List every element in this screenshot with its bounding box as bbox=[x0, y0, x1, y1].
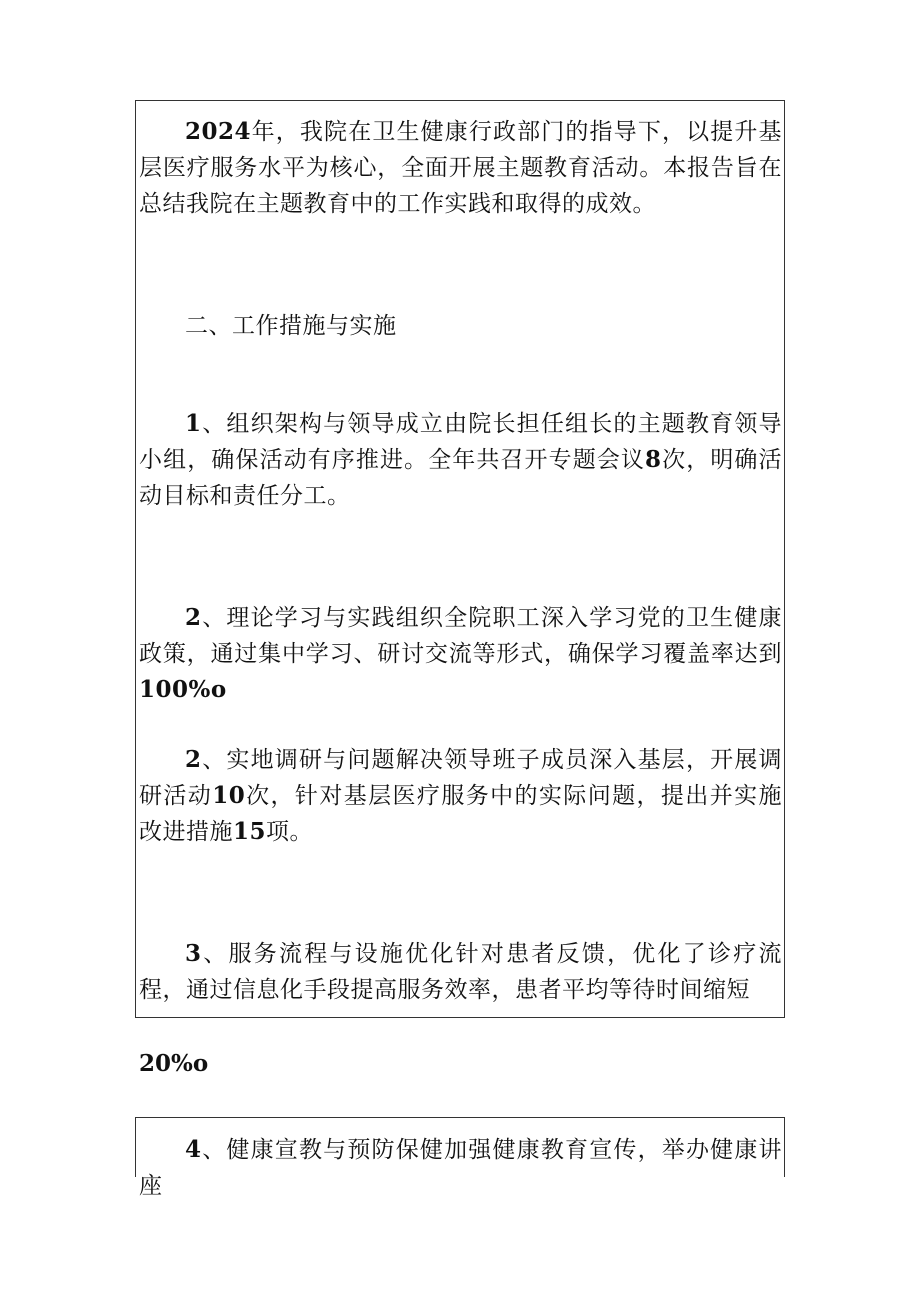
paragraph-theory-study: 2、理论学习与实践组织全院职工深入学习党的卫生健康政策，通过集中学习、研讨交流等形式，确保学习覆盖率达到100%o bbox=[139, 604, 782, 703]
content-frame bbox=[135, 100, 785, 1018]
percentage-tail: 20%o bbox=[139, 1050, 209, 1077]
paragraph-field-research: 2、实地调研与问题解决领导班子成员深入基层，开展调研活动10次，针对基层医疗服务中的实际问题，提出并实施改进措施15项。 bbox=[139, 746, 783, 845]
paragraph-service-optimization: 3、服务流程与设施优化针对患者反馈，优化了诊疗流程，通过信息化手段提高服务效率，患者平均等待时间缩短 bbox=[139, 940, 782, 1003]
section-heading: 二、工作措施与实施 bbox=[185, 313, 397, 339]
paragraph-organization: 1、组织架构与领导成立由院长担任组长的主题教育领导小组，确保活动有序推进。全年共召开专题会议8次，明确活动目标和责任分工。 bbox=[139, 410, 783, 509]
paragraph-intro: 2024年，我院在卫生健康行政部门的指导下，以提升基层医疗服务水平为核心，全面开展主题教育活动。本报告旨在总结我院在主题教育中的工作实践和取得的成效。 bbox=[139, 118, 782, 217]
paragraph-health-education: 4、健康宣教与预防保健加强健康教育宣传，举办健康讲座 bbox=[139, 1136, 782, 1199]
